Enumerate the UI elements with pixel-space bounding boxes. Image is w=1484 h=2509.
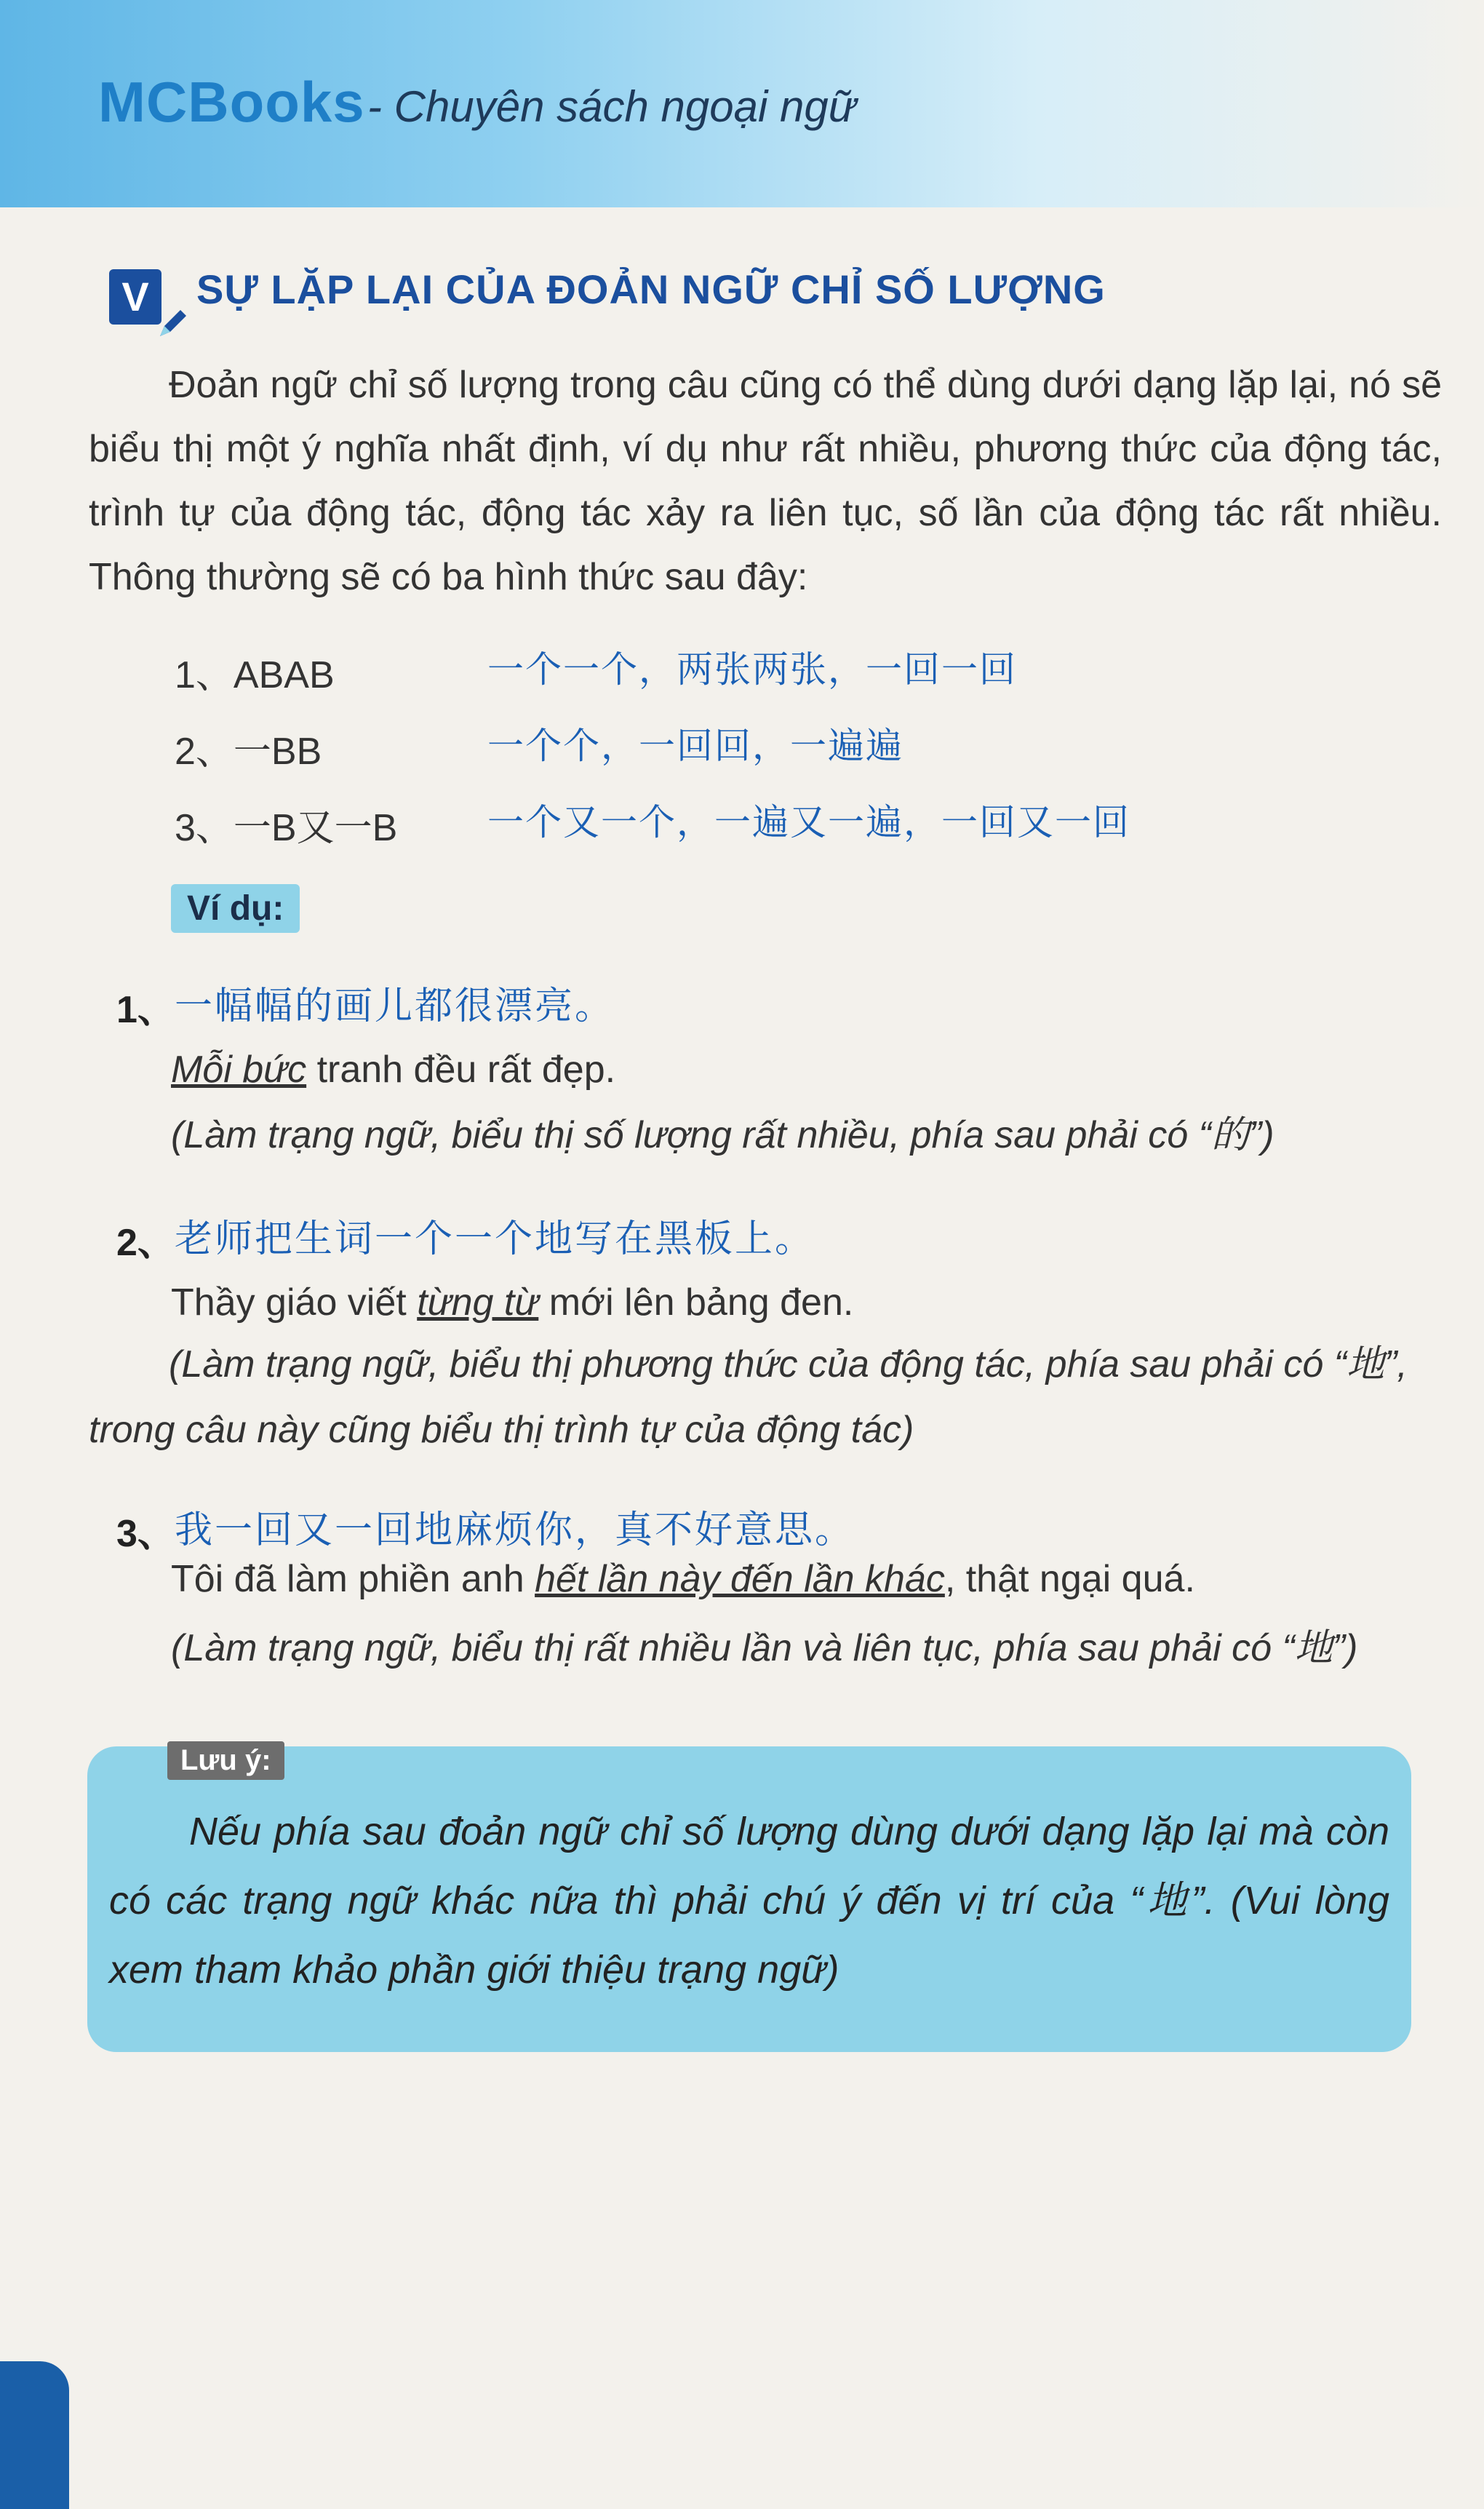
note-tag: Lưu ý: xyxy=(167,1741,284,1780)
intro-paragraph xyxy=(89,353,1442,609)
page-edge-tab xyxy=(0,2361,69,2509)
form-label-1: 1、ABAB xyxy=(175,654,335,696)
intro-text: Đoản ngữ chỉ số lượng trong câu cũng có thể dùng dưới dạng lặp lại, nó sẽ biểu thị một ý nghĩa nhất định, ví dụ như rất nhiều, phương thức của động tác, trình tự của động tác, động tác xảy ra liên tục, số lần của động tác rất nhiều. Thông thường sẽ có ba hình thức sau đây: xyxy=(89,364,1442,598)
example-3-note: (Làm trạng ngữ, biểu thị rất nhiều lần và liên tục, phía sau phải có “地”) xyxy=(171,1627,1358,1669)
example-1-note: (Làm trạng ngữ, biểu thị số lượng rất nhiều, phía sau phải có “的”) xyxy=(171,1114,1274,1156)
section-title: SỰ LẶP LẠI CỦA ĐOẢN NGỮ CHỈ SỐ LƯỢNG xyxy=(196,266,1106,312)
example-3-chinese: 我一回又一回地麻烦你，真不好意思。 xyxy=(175,1508,855,1552)
example-2-chinese: 老师把生词一个一个地写在黑板上。 xyxy=(175,1217,815,1261)
note-text: Nếu phía sau đoản ngữ chỉ số lượng dùng dưới dạng lặp lại mà còn có các trạng ngữ khác nữa thì phải chú ý đến vị trí của “地”. (Vui lòng xem tham khảo phần giới thiệu trạng ngữ) xyxy=(109,1810,1389,1992)
example-2-number: 2、 xyxy=(116,1222,175,1264)
example-2-note: (Làm trạng ngữ, biểu thị phương thức của động tác, phía sau phải có “地”, trong câu này cũng biểu thị trình tự của động tác) xyxy=(89,1343,1408,1451)
form-example-3: 一个又一个，一遍又一遍，一回又一回 xyxy=(487,801,1130,843)
form-label-3: 3、一B又一B xyxy=(175,807,398,849)
brand-subtitle: - Chuyên sách ngoại ngữ xyxy=(367,82,856,131)
example-1-chinese: 一幅幅的画儿都很漂亮。 xyxy=(175,985,615,1028)
example-3-number: 3、 xyxy=(116,1513,175,1555)
page-header xyxy=(0,0,1484,207)
examples-tag: Ví dụ: xyxy=(171,884,300,933)
section-badge: V xyxy=(109,269,161,325)
brand-logo: MCBooks xyxy=(98,70,365,134)
example-1-vietnamese: Mỗi bức tranh đều rất đẹp. xyxy=(171,1049,616,1091)
example-3-vietnamese: Tôi đã làm phiền anh hết lần này đến lần khác, thật ngại quá. xyxy=(171,1558,1195,1600)
form-label-2: 2、一BB xyxy=(175,731,322,773)
example-1-underlined: Mỗi bức xyxy=(171,1049,307,1091)
pen-icon xyxy=(154,306,191,342)
example-3-underlined: hết lần này đến lần khác xyxy=(535,1558,945,1600)
example-1-number: 1、 xyxy=(116,989,175,1031)
form-example-2: 一个个，一回回，一遍遍 xyxy=(487,725,903,767)
example-2-underlined: từng từ xyxy=(417,1281,539,1324)
example-2-vietnamese: Thầy giáo viết từng từ mới lên bảng đen. xyxy=(171,1281,854,1324)
form-example-1: 一个一个，两张两张，一回一回 xyxy=(487,648,1017,691)
